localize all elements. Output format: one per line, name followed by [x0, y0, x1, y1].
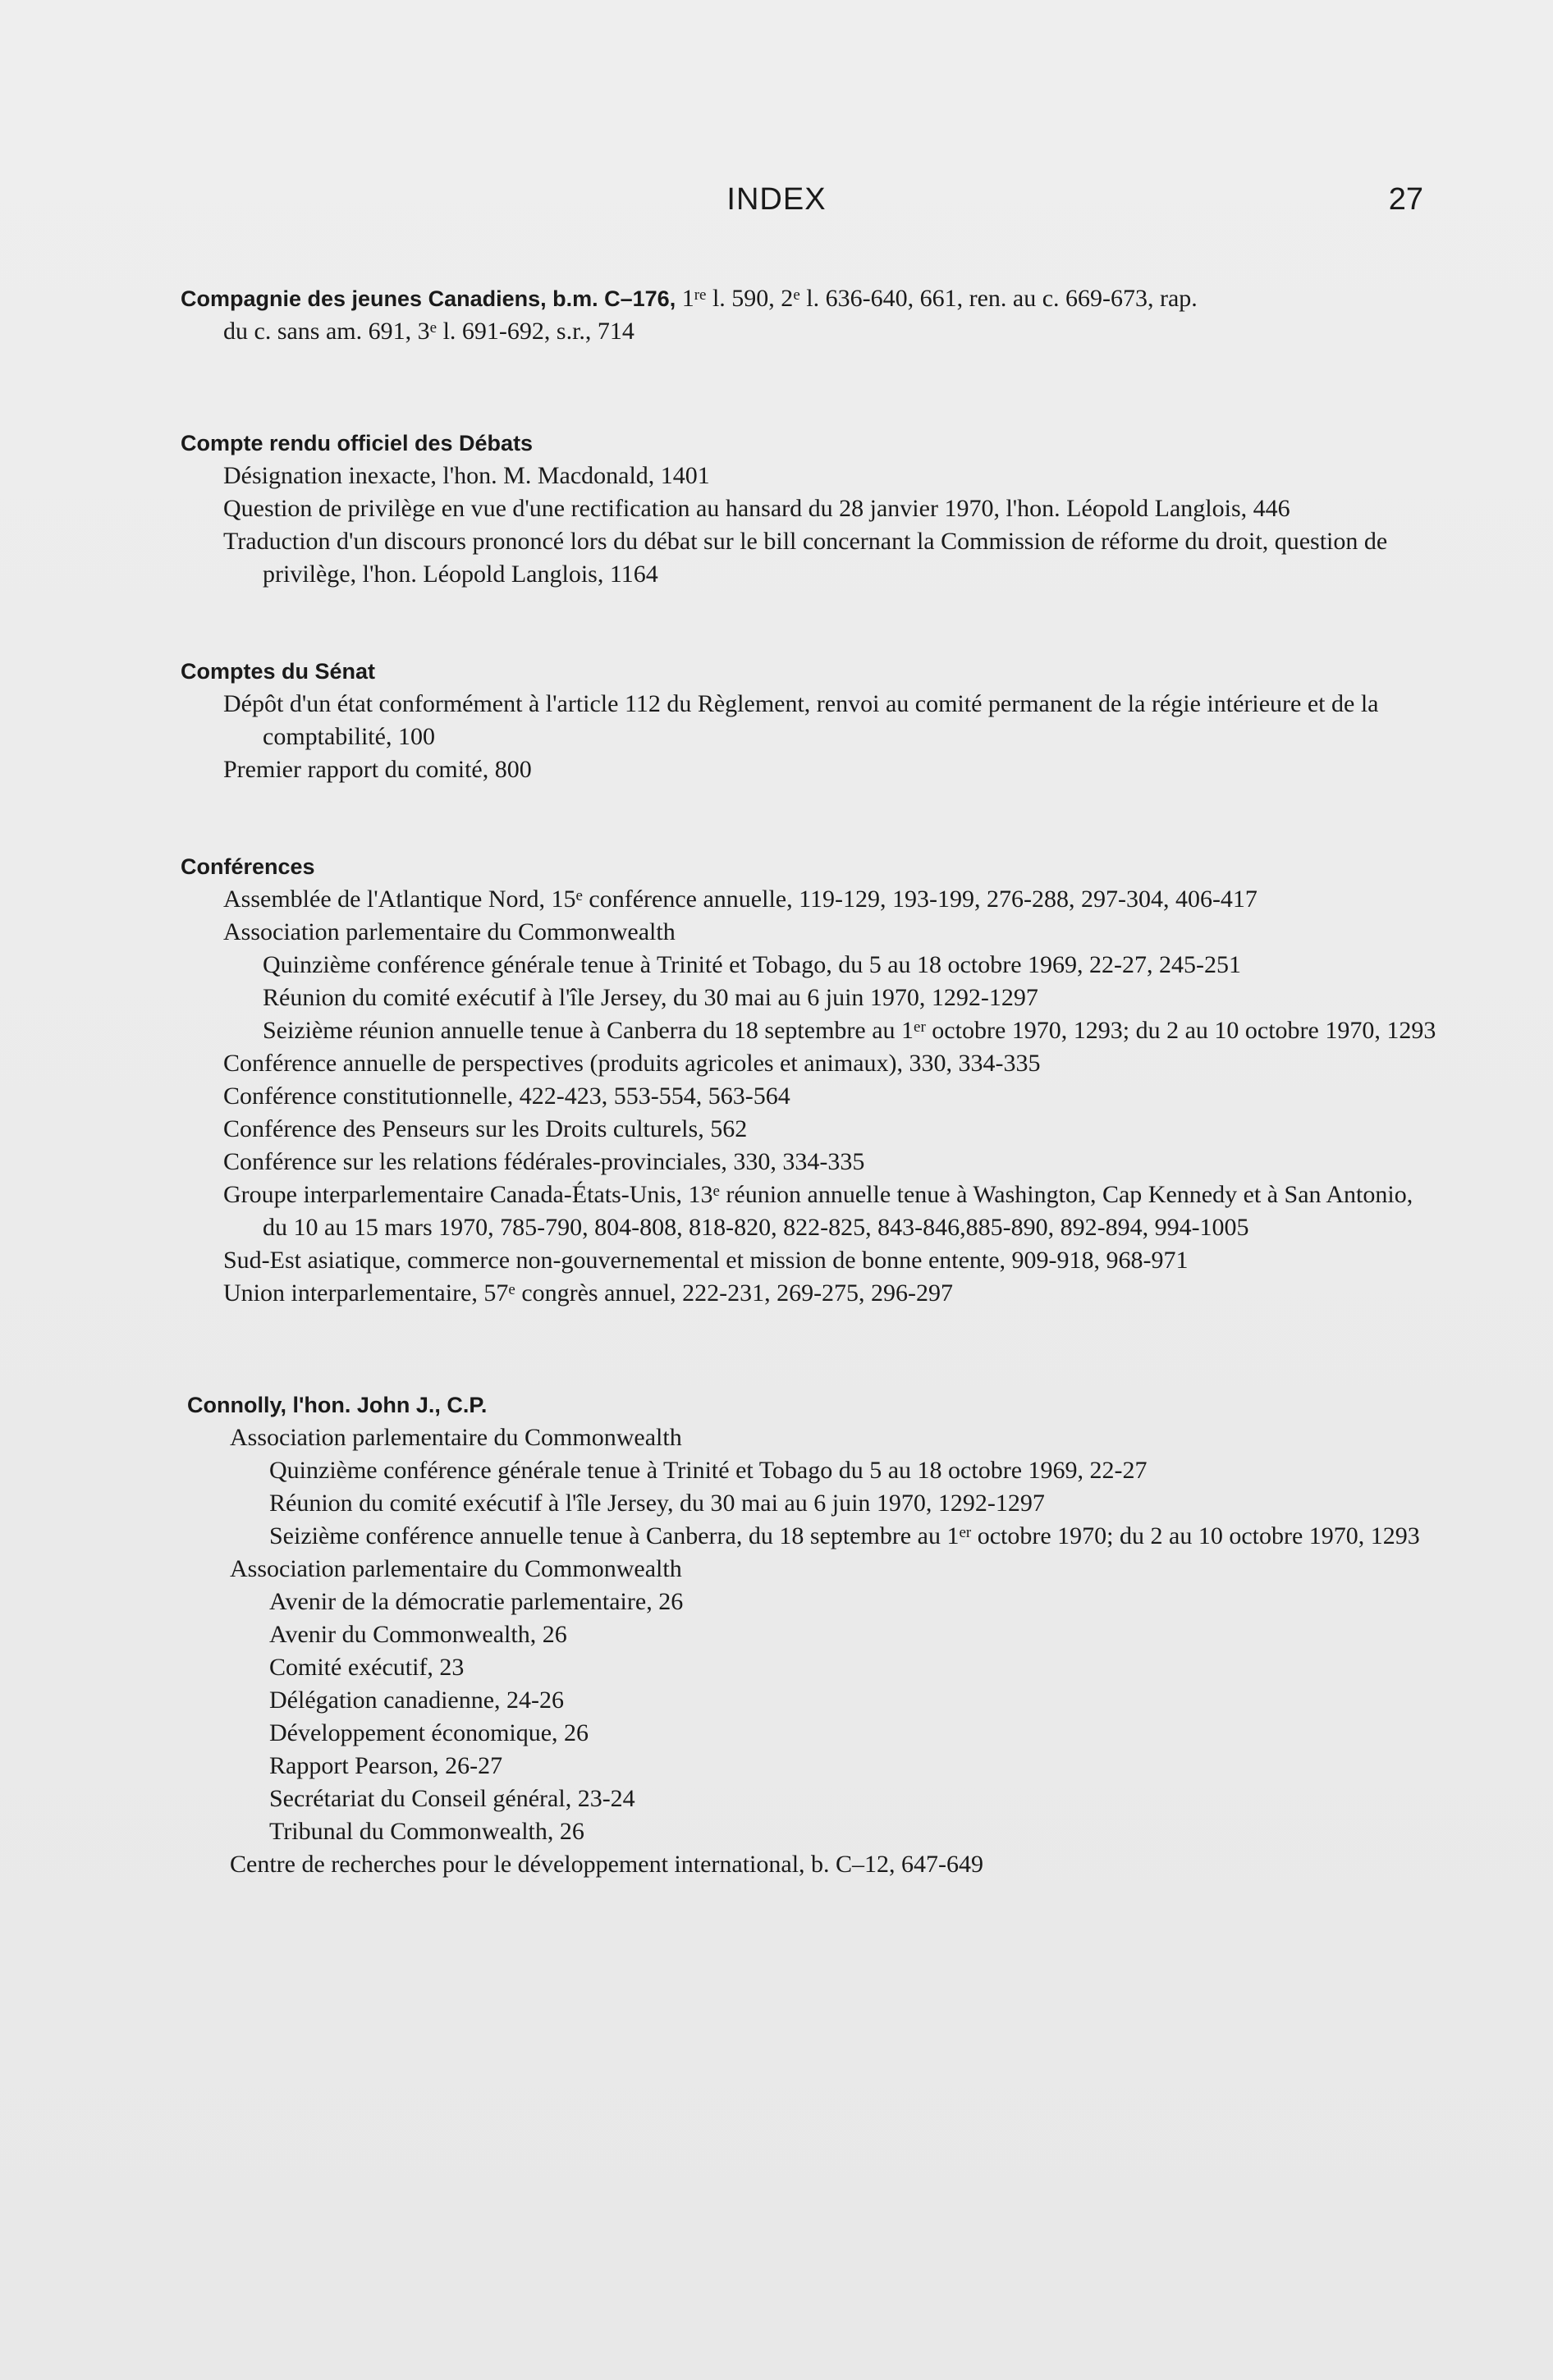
subentry: Premier rapport du comité, 800	[223, 756, 532, 783]
subentry	[181, 1179, 1436, 1244]
sub-subentry: Délégation canadienne, 24-26	[269, 1687, 565, 1714]
index-entry	[181, 282, 1436, 348]
superscript: e	[712, 1183, 720, 1200]
entry-heading: Connolly, l'hon. John J., C.P.	[187, 1393, 488, 1417]
page-header	[0, 182, 1553, 231]
subentry: Association parlementaire du Commonwealth	[230, 1424, 682, 1451]
sub-subentry: Développement économique, 26	[269, 1719, 589, 1746]
entry-first-line	[181, 282, 1436, 315]
entry-text: conférence annuelle, 119-129, 193-199, 276-288, 297-304, 406-417	[582, 886, 1258, 913]
subentry	[181, 883, 1436, 916]
sub-subentry: Avenir du Commonwealth, 26	[269, 1621, 567, 1648]
subentry: Conférence constitutionnelle, 422-423, 553-554, 563-564	[223, 1082, 790, 1110]
superscript: er	[914, 1018, 926, 1036]
index-entry	[181, 850, 1436, 1310]
subentry: Traduction d'un discours prononcé lors du débat sur le bill concernant la Commission de réforme du droit, question de privilège, l'hon. Léopold Langlois, 1164	[223, 528, 1388, 588]
sub-subentry	[181, 1014, 1436, 1047]
index-entry	[181, 427, 1436, 591]
entry-heading: Comptes du Sénat	[181, 659, 376, 684]
subentry: Association parlementaire du Commonwealth	[230, 1555, 682, 1582]
subentry: Question de privilège en vue d'une rectification au hansard du 28 janvier 1970, l'hon. Léopold Langlois, 446	[223, 495, 1290, 522]
subentry: Dépôt d'un état conformément à l'article 112 du Règlement, renvoi au comité permanent de la régie intérieure et de la comptabilité, 100	[223, 690, 1379, 750]
index-entry	[187, 1389, 1436, 1881]
entry-text: réunion annuelle tenue à Washington, Cap Kennedy et à San Antonio, du 10 au 15 mars 1970, 785-790, 804-808, 818-820, 822-825, 843-846,885-890, 892-894, 994-1005	[263, 1181, 1413, 1241]
page-title: INDEX	[726, 182, 827, 217]
entry-text: Seizième conférence annuelle tenue à Canberra, du 18 septembre au 1	[269, 1522, 960, 1549]
entry-text: Groupe interparlementaire Canada-États-Unis, 13	[223, 1181, 713, 1208]
sub-subentry: Tribunal du Commonwealth, 26	[269, 1818, 584, 1845]
sub-subentry: Secrétariat du Conseil général, 23-24	[269, 1785, 635, 1812]
entry-text: Assemblée de l'Atlantique Nord, 15	[223, 886, 576, 913]
entry-heading: Compagnie des jeunes Canadiens, b.m. C–176,	[181, 286, 676, 311]
sub-subentry: Réunion du comité exécutif à l'île Jersey, du 30 mai au 6 juin 1970, 1292-1297	[263, 984, 1038, 1011]
entry-text: l. 590, 2	[706, 285, 794, 312]
entry-text: 1	[676, 285, 694, 312]
superscript: e	[508, 1281, 515, 1298]
superscript: re	[694, 286, 707, 304]
sub-subentry: Quinzième conférence générale tenue à Trinité et Tobago du 5 au 18 octobre 1969, 22-27	[269, 1457, 1148, 1484]
entry-text: l. 636-640, 661, ren. au c. 669-673, rap.	[799, 285, 1198, 312]
index-entry	[181, 655, 1436, 786]
entry-text: l. 691-692, s.r., 714	[437, 318, 634, 345]
entry-continuation	[181, 315, 1436, 348]
entry-text: Union interparlementaire, 57	[223, 1279, 509, 1307]
superscript: e	[575, 887, 583, 904]
subentry: Association parlementaire du Commonwealth	[223, 918, 676, 945]
subentry: Centre de recherches pour le développement international, b. C–12, 647-649	[230, 1851, 984, 1878]
sub-subentry: Quinzième conférence générale tenue à Trinité et Tobago, du 5 au 18 octobre 1969, 22-27, 245-251	[263, 951, 1241, 978]
subentry: Conférence annuelle de perspectives (produits agricoles et animaux), 330, 334-335	[223, 1050, 1041, 1077]
index-content	[181, 282, 1436, 1881]
superscript: e	[793, 286, 800, 304]
page-number: 27	[1388, 182, 1423, 217]
subentry: Conférence sur les relations fédérales-provinciales, 330, 334-335	[223, 1148, 865, 1175]
entry-text: octobre 1970; du 2 au 10 octobre 1970, 1293	[971, 1522, 1420, 1549]
subentry: Désignation inexacte, l'hon. M. Macdonald, 1401	[223, 462, 710, 489]
entry-heading: Conférences	[181, 854, 315, 879]
subentry: Sud-Est asiatique, commerce non-gouvernemental et mission de bonne entente, 909-918, 968-971	[223, 1247, 1189, 1274]
subentry: Conférence des Penseurs sur les Droits culturels, 562	[223, 1115, 748, 1142]
subentry	[181, 1277, 1436, 1310]
sub-subentry: Rapport Pearson, 26-27	[269, 1752, 503, 1779]
entry-text: Seizième réunion annuelle tenue à Canberra du 18 septembre au 1	[263, 1017, 914, 1044]
superscript: e	[429, 319, 437, 336]
sub-subentry: Réunion du comité exécutif à l'île Jersey, du 30 mai au 6 juin 1970, 1292-1297	[269, 1490, 1045, 1517]
entry-text: congrès annuel, 222-231, 269-275, 296-297	[515, 1279, 954, 1307]
entry-text: octobre 1970, 1293; du 2 au 10 octobre 1970, 1293	[925, 1017, 1436, 1044]
entry-heading: Compte rendu officiel des Débats	[181, 431, 534, 455]
superscript: er	[959, 1524, 972, 1541]
entry-text: du c. sans am. 691, 3	[223, 318, 430, 345]
sub-subentry	[187, 1520, 1436, 1553]
sub-subentry: Avenir de la démocratie parlementaire, 26	[269, 1588, 684, 1615]
sub-subentry: Comité exécutif, 23	[269, 1654, 465, 1681]
